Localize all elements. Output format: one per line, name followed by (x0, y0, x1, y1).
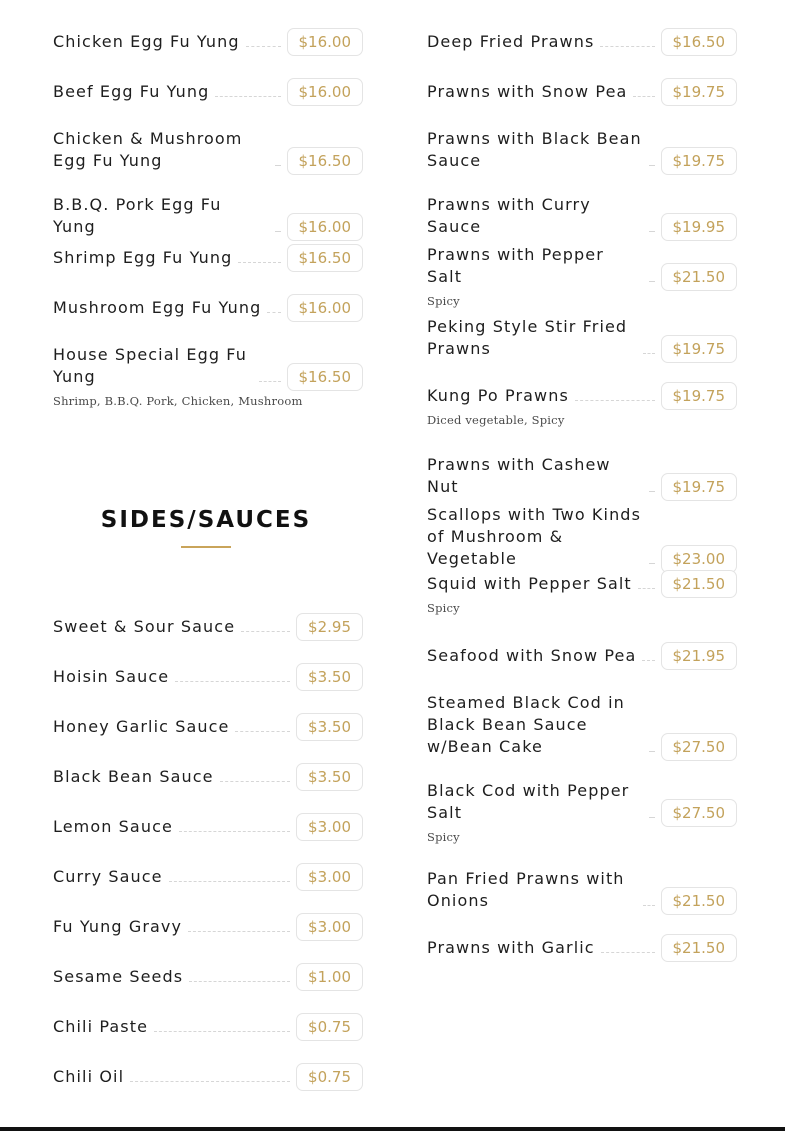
menu-item (427, 78, 737, 103)
dotted-leader (189, 981, 290, 982)
menu-item-price: $3.00 (296, 913, 363, 941)
menu-item-row (427, 868, 737, 912)
menu-item-price: $21.95 (661, 642, 738, 670)
menu-item-row (53, 294, 363, 319)
menu-item-name: Prawns with Curry Sauce (427, 195, 591, 236)
menu-item-row (53, 344, 363, 388)
menu-item-price: $16.50 (287, 244, 364, 272)
menu-item-name: Chili Oil (53, 1067, 125, 1086)
dotted-leader (175, 681, 290, 682)
menu-item-price: $27.50 (661, 733, 738, 761)
menu-item-price: $21.50 (661, 934, 738, 962)
menu-item-name: B.B.Q. Pork Egg Fu Yung (53, 195, 222, 236)
menu-item-name: Squid with Pepper Salt (427, 574, 632, 593)
menu-item-price: $21.50 (661, 887, 738, 915)
menu-item-price: $16.00 (287, 213, 364, 241)
menu-item-row (427, 128, 737, 172)
menu-item-row (53, 763, 363, 788)
dotted-leader (649, 751, 655, 752)
menu-item-row (53, 613, 363, 638)
dotted-leader (649, 491, 655, 492)
menu-item (53, 913, 363, 938)
menu-item-row (53, 244, 363, 269)
menu-item-price: $19.75 (661, 335, 738, 363)
dotted-leader (215, 96, 280, 97)
menu-item-name: Deep Fried Prawns (427, 32, 595, 51)
menu-item (427, 780, 737, 844)
menu-item-price: $0.75 (296, 1013, 363, 1041)
dotted-leader (649, 231, 655, 232)
dotted-leader (642, 660, 654, 661)
menu-item-price: $16.50 (661, 28, 738, 56)
menu-item-name: Chili Paste (53, 1017, 149, 1036)
menu-item-name: Chicken & Mushroom Egg Fu Yung (53, 129, 243, 170)
menu-item-name: Prawns with Cashew Nut (427, 455, 611, 496)
menu-item-name: Mushroom Egg Fu Yung (53, 298, 262, 317)
menu-item (53, 963, 363, 988)
dotted-leader (649, 281, 655, 282)
menu-item (427, 454, 737, 498)
menu-item-row (427, 382, 737, 407)
menu-item-row (53, 128, 363, 172)
menu-item (427, 934, 737, 959)
menu-item (427, 692, 737, 758)
menu-item (427, 504, 737, 570)
dotted-leader (130, 1081, 290, 1082)
dotted-leader (188, 931, 290, 932)
menu-item-price: $19.75 (661, 78, 738, 106)
menu-item-price: $3.00 (296, 863, 363, 891)
menu-item-name: Prawns with Pepper Salt (427, 245, 604, 286)
menu-item-name: Beef Egg Fu Yung (53, 82, 210, 101)
menu-item-name: Seafood with Snow Pea (427, 646, 637, 665)
menu-item-name: Kung Po Prawns (427, 386, 569, 405)
dotted-leader (275, 231, 281, 232)
menu-item-name: Fu Yung Gravy (53, 917, 183, 936)
dotted-leader (267, 312, 280, 313)
dotted-leader (220, 781, 290, 782)
dotted-leader (601, 952, 655, 953)
menu-item-row (53, 28, 363, 53)
dotted-leader (275, 165, 281, 166)
dotted-leader (643, 905, 655, 906)
menu-item (53, 344, 363, 408)
menu-item (427, 868, 737, 912)
footer-bar (0, 1127, 785, 1131)
dotted-leader (649, 165, 655, 166)
menu-item-price: $16.00 (287, 78, 364, 106)
menu-item (53, 194, 363, 238)
menu-item-price: $3.50 (296, 763, 363, 791)
menu-item-row (427, 642, 737, 667)
menu-item (53, 28, 363, 53)
menu-item-description: Spicy (427, 601, 460, 615)
menu-item-row (427, 780, 737, 824)
menu-item (427, 28, 737, 53)
menu-item-name: Hoisin Sauce (53, 667, 170, 686)
menu-item (427, 382, 737, 427)
menu-item-description: Shrimp, B.B.Q. Pork, Chicken, Mushroom (53, 394, 303, 408)
menu-item-price: $1.00 (296, 963, 363, 991)
menu-item-name: Chicken Egg Fu Yung (53, 32, 240, 51)
menu-item (427, 316, 737, 360)
menu-item (427, 244, 737, 308)
menu-item-price: $27.50 (661, 799, 738, 827)
menu-item (53, 863, 363, 888)
menu-item-name: Peking Style Stir Fried Prawns (427, 317, 628, 358)
menu-item-price: $16.50 (287, 147, 364, 175)
menu-item-price: $3.50 (296, 713, 363, 741)
dotted-leader (179, 831, 290, 832)
menu-item-name: Sesame Seeds (53, 967, 184, 986)
menu-item (53, 813, 363, 838)
menu-item-price: $19.95 (661, 213, 738, 241)
dotted-leader (638, 588, 655, 589)
menu-item-name: Prawns with Garlic (427, 938, 595, 957)
menu-item-price: $2.95 (296, 613, 363, 641)
dotted-leader (154, 1031, 290, 1032)
menu-item-row (427, 454, 737, 498)
menu-item-name: Scallops with Two Kinds of Mushroom & Vegetable (427, 505, 642, 568)
menu-item-name: Sweet & Sour Sauce (53, 617, 236, 636)
dotted-leader (649, 563, 655, 564)
menu-item-price: $21.50 (661, 263, 738, 291)
menu-item-name: Shrimp Egg Fu Yung (53, 248, 233, 267)
menu-item (53, 128, 363, 172)
menu-item-row (427, 78, 737, 103)
dotted-leader (169, 881, 290, 882)
menu-item-row (53, 963, 363, 988)
menu-item-name: Curry Sauce (53, 867, 163, 886)
menu-item-row (427, 504, 737, 570)
menu-item (427, 194, 737, 238)
dotted-leader (643, 353, 655, 354)
menu-item-row (53, 1013, 363, 1038)
menu-item-row (427, 316, 737, 360)
menu-item-name: Black Bean Sauce (53, 767, 214, 786)
menu-item-description: Spicy (427, 294, 460, 308)
menu-item-row (427, 934, 737, 959)
section-title-sides: SIDES/SAUCES (100, 507, 312, 533)
menu-item-name: Black Cod with Pepper Salt (427, 781, 630, 822)
menu-item (53, 1013, 363, 1038)
menu-item (53, 1063, 363, 1088)
menu-item-price: $23.00 (661, 545, 738, 573)
menu-item-description: Diced vegetable, Spicy (427, 413, 565, 427)
menu-item (427, 642, 737, 667)
dotted-leader (259, 381, 281, 382)
dotted-leader (600, 46, 654, 47)
menu-item (53, 713, 363, 738)
menu-item-price: $16.50 (287, 363, 364, 391)
menu-item (53, 663, 363, 688)
menu-item-row (53, 813, 363, 838)
menu-item-row (427, 692, 737, 758)
menu-item-row (427, 194, 737, 238)
menu-item (53, 244, 363, 269)
section-title-rule (181, 546, 231, 548)
dotted-leader (235, 731, 290, 732)
menu-item-price: $3.00 (296, 813, 363, 841)
menu-item-name: Steamed Black Cod in Black Bean Sauce w/Bean Cake (427, 693, 625, 756)
menu-item-row (53, 663, 363, 688)
menu-item-row (53, 78, 363, 103)
menu-item-price: $16.00 (287, 294, 364, 322)
menu-item-name: House Special Egg Fu Yung (53, 345, 247, 386)
dotted-leader (575, 400, 655, 401)
menu-item-price: $19.75 (661, 382, 738, 410)
menu-item (427, 570, 737, 615)
menu-item-row (53, 913, 363, 938)
menu-item (53, 613, 363, 638)
menu-item-name: Prawns with Black Bean Sauce (427, 129, 642, 170)
menu-item (53, 763, 363, 788)
menu-item-name: Lemon Sauce (53, 817, 173, 836)
menu-item-price: $16.00 (287, 28, 364, 56)
dotted-leader (633, 96, 654, 97)
menu-item-row (53, 1063, 363, 1088)
menu-item-description: Spicy (427, 830, 460, 844)
menu-item-row (53, 713, 363, 738)
menu-item-name: Honey Garlic Sauce (53, 717, 230, 736)
dotted-leader (649, 817, 655, 818)
menu-item-row (427, 244, 737, 288)
dotted-leader (238, 262, 280, 263)
menu-item-price: $3.50 (296, 663, 363, 691)
menu-item (53, 78, 363, 103)
menu-item-row (53, 194, 363, 238)
dotted-leader (246, 46, 281, 47)
menu-item-row (427, 570, 737, 595)
menu-item (427, 128, 737, 172)
menu-item-price: $0.75 (296, 1063, 363, 1091)
menu-item-price: $19.75 (661, 147, 738, 175)
menu-item-price: $19.75 (661, 473, 738, 501)
dotted-leader (241, 631, 290, 632)
menu-item-name: Pan Fried Prawns with Onions (427, 869, 625, 910)
menu-item-price: $21.50 (661, 570, 738, 598)
menu-item (53, 294, 363, 319)
menu-item-row (427, 28, 737, 53)
menu-item-row (53, 863, 363, 888)
menu-item-name: Prawns with Snow Pea (427, 82, 628, 101)
